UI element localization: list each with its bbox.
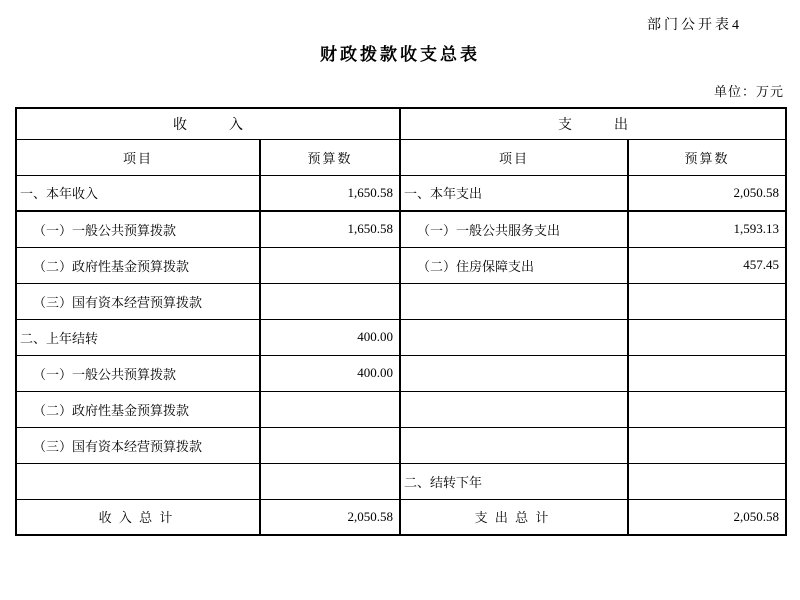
expense-item-header: 项目 [400,139,628,175]
income-budget-cell [260,427,400,463]
unit-label: 单位：万元 [713,84,784,99]
table-row [16,283,786,319]
income-item-cell: 收 入 总 计 [16,499,260,535]
expense-budget-cell: 2,050.58 [628,175,786,211]
income-item-cell: （一）一般公共预算拨款 [16,211,260,247]
income-budget-cell [260,247,400,283]
expense-budget-cell [628,427,786,463]
group-header-row [16,108,786,139]
expense-group-header: 支 出 [400,108,786,139]
expense-budget-cell [628,391,786,427]
table-row [16,427,786,463]
expense-item-cell [400,427,628,463]
column-header-row [16,139,786,175]
income-item-cell [16,463,260,499]
income-group-header: 收 入 [16,108,400,139]
table-body [16,175,786,535]
income-item-cell: （二）政府性基金预算拨款 [16,391,260,427]
expense-budget-cell: 457.45 [628,247,786,283]
income-item-cell: 二、上年结转 [16,319,260,355]
table-row [16,247,786,283]
income-budget-cell [260,283,400,319]
income-budget-cell [260,463,400,499]
income-budget-cell: 400.00 [260,355,400,391]
table-row [16,355,786,391]
income-item-cell: （三）国有资本经营预算拨款 [16,427,260,463]
expense-item-cell [400,283,628,319]
expense-item-cell: 支 出 总 计 [400,499,628,535]
expense-item-cell [400,355,628,391]
income-budget-cell: 1,650.58 [260,175,400,211]
table-row [16,319,786,355]
income-budget-cell: 2,050.58 [260,499,400,535]
expense-budget-cell [628,319,786,355]
table-row [16,463,786,499]
budget-table [15,107,787,536]
expense-item-cell: （二）住房保障支出 [400,247,628,283]
expense-budget-cell [628,463,786,499]
expense-item-cell: 一、本年支出 [400,175,628,211]
expense-item-cell [400,391,628,427]
expense-budget-cell: 1,593.13 [628,211,786,247]
expense-item-cell: 二、结转下年 [400,463,628,499]
income-budget-cell: 1,650.58 [260,211,400,247]
expense-budget-cell [628,355,786,391]
income-budget-cell: 400.00 [260,319,400,355]
income-item-cell: 一、本年收入 [16,175,260,211]
table-row [16,211,786,247]
table-row [16,499,786,535]
table-row [16,175,786,211]
income-budget-header: 预算数 [260,139,400,175]
income-budget-cell [260,391,400,427]
corner-note: 部门公开表4 [647,18,742,33]
income-item-cell: （三）国有资本经营预算拨款 [16,283,260,319]
income-item-cell: （一）一般公共预算拨款 [16,355,260,391]
page-title: 财政拨款收支总表 [320,45,480,64]
income-item-cell: （二）政府性基金预算拨款 [16,247,260,283]
expense-budget-cell: 2,050.58 [628,499,786,535]
expense-item-cell [400,319,628,355]
expense-item-cell: （一）一般公共服务支出 [400,211,628,247]
expense-budget-cell [628,283,786,319]
income-item-header: 项目 [16,139,260,175]
expense-budget-header: 预算数 [628,139,786,175]
table-row [16,391,786,427]
